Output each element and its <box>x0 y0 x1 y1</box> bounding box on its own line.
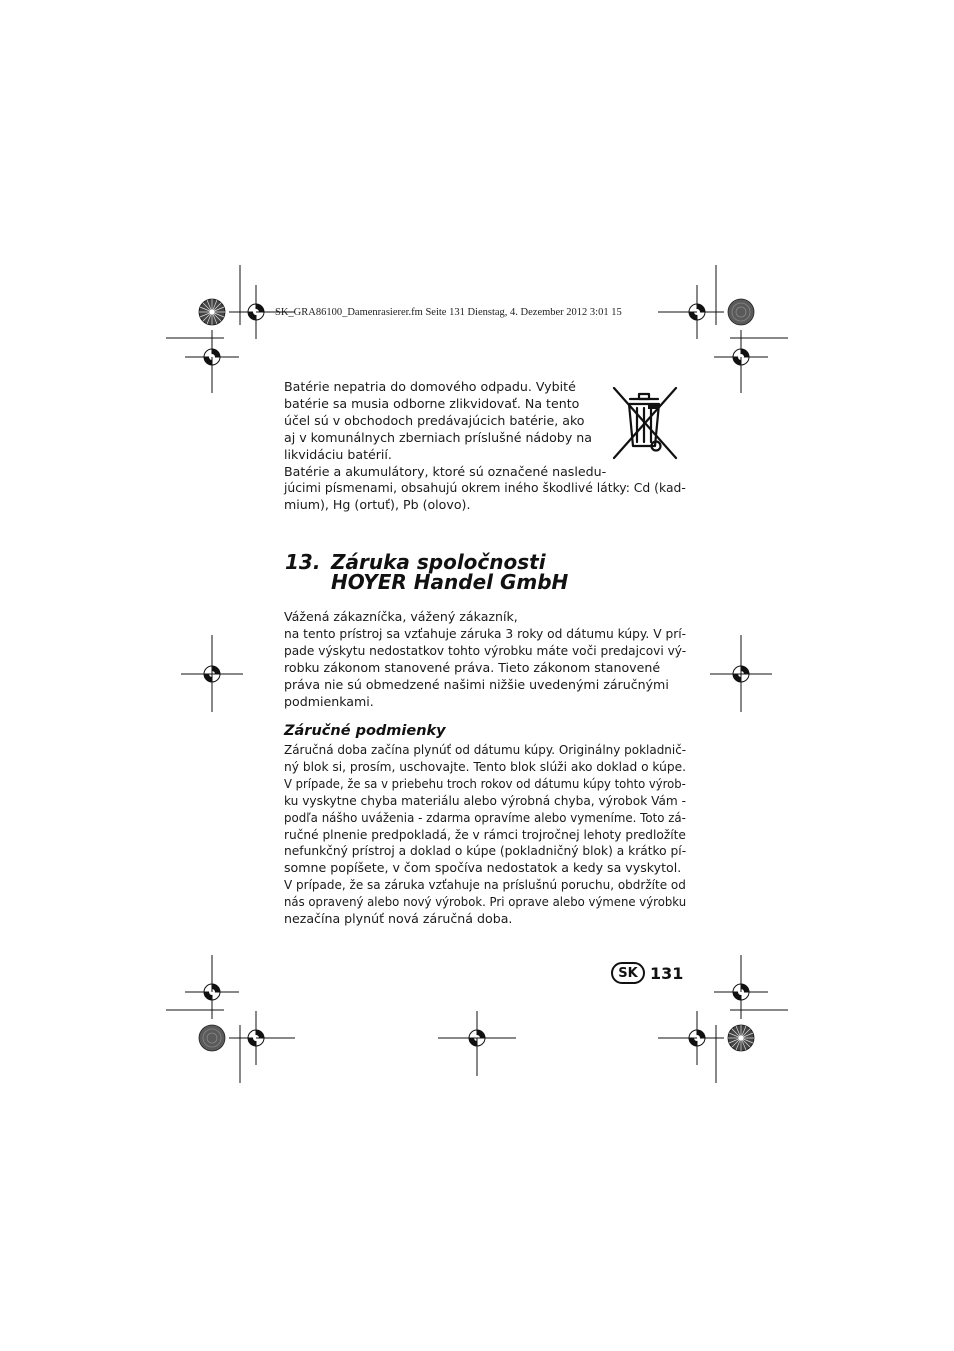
text-line: nás opravený alebo nový výrobok. Pri oprave alebo výmene výrobku <box>284 894 687 910</box>
page-footer <box>611 962 683 984</box>
warranty-conditions-heading: Záručné podmienky <box>284 723 446 739</box>
text-line: Batérie nepatria do domového odpadu. Vybité <box>284 379 576 394</box>
text-line: ručné plnenie predpokladá, že v rámci trojročnej lehoty predložíte <box>284 826 686 842</box>
warranty-conditions-text <box>284 742 720 928</box>
text-line: pade výskytu nedostatkov tohto výrobku máte voči predajcovi vý- <box>284 642 687 658</box>
text-line: Vážená zákazníčka, vážený zákazník, <box>284 609 518 624</box>
text-line: júcimi písmenami, obsahujú okrem iného škodlivé látky: Cd (kad- <box>284 480 686 496</box>
text-line: aj v komunálnych zberniach príslušné nádoby na <box>284 429 592 445</box>
page-number: 131 <box>650 963 684 983</box>
section-title-line2: HOYER Handel GmbH <box>331 570 569 594</box>
text-line: práva nie sú obmedzené našimi nižšie uvedenými záručnými <box>284 676 669 692</box>
text-line: V prípade, že sa záruka vzťahuje na príslušnú poruchu, obdržíte od <box>284 877 686 893</box>
file-info-header: SK_GRA86100_Damenrasierer.fm Seite 131 Dienstag, 4. Dezember 2012 3:01 15 <box>275 307 622 318</box>
text-line: podmienkami. <box>284 693 374 709</box>
text-line: somne popíšete, v čom spočíva nedostatok a kedy sa vyskytol. <box>284 860 682 876</box>
text-line: ný blok si, prosím, uschovajte. Tento blok slúži ako doklad o kúpe. <box>284 758 686 774</box>
text-line: Záručná doba začína plynúť od dátumu kúpy. Originálny pokladnič- <box>284 742 687 757</box>
text-line: batérie sa musia odborne zlikvidovať. Na tento <box>284 395 580 411</box>
section-title-line1: Záruka spoločnosti <box>331 550 546 574</box>
text-line: mium), Hg (ortuť), Pb (olovo). <box>284 497 471 513</box>
text-line: V prípade, že sa v priebehu troch rokov od dátumu kúpy tohto výrob- <box>284 775 686 791</box>
text-line: na tento prístroj sa vzťahuje záruka 3 roky od dátumu kúpy. V prí- <box>284 625 687 641</box>
text-line: ku vyskytne chyba materiálu alebo výrobná chyba, výrobok Vám - <box>284 792 686 808</box>
warranty-intro-text <box>284 609 700 710</box>
text-line: Batérie a akumulátory, ktoré sú označené nasledu- <box>284 463 607 479</box>
text-line: podľa nášho uváženia - zdarma opravíme alebo vymeníme. Toto zá- <box>284 809 686 825</box>
language-badge: SK <box>611 962 645 984</box>
text-line: nezačína plynúť nová záručná doba. <box>284 911 513 927</box>
section-number: 13. <box>285 550 321 574</box>
text-line: robku zákonom stanovené práva. Tieto zákonom stanovené <box>284 659 661 675</box>
text-line: nefunkčný prístroj a doklad o kúpe (pokladničný blok) a krátko pí- <box>284 843 687 859</box>
section-heading <box>285 552 568 592</box>
text-line: účel sú v obchodoch predávajúcich batérie, ako <box>284 412 585 428</box>
crossed-out-wheelie-bin-icon <box>604 384 684 464</box>
text-line: likvidáciu batérií. <box>284 446 392 462</box>
